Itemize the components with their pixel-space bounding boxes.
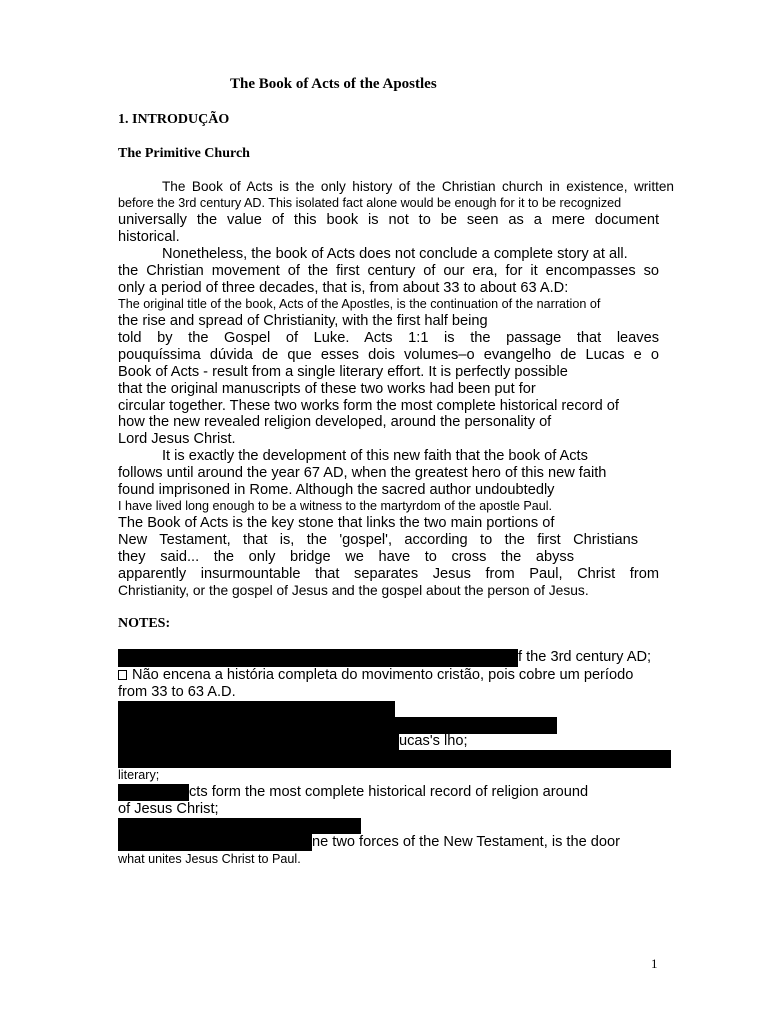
body-line: the Christian movement of the first century of our era, for it encompasses so [118, 263, 659, 279]
body-line: told by the Gospel of Luke. Acts 1:1 is the passage that leaves [118, 330, 659, 346]
redaction-bar [118, 834, 312, 851]
section-heading: 1. INTRODUÇÃO [118, 112, 230, 127]
note-line: cts form the most complete historical record of religion around [189, 784, 589, 800]
body-line: that the original manuscripts of these two works had been put for [118, 381, 536, 397]
redaction-bar [118, 750, 671, 768]
body-line: Christianity, or the gospel of Jesus and the gospel about the person of Jesus. [118, 583, 589, 598]
redaction-bar [118, 717, 557, 734]
document-title: The Book of Acts of the Apostles [230, 76, 437, 92]
body-line: It is exactly the development of this new faith that the book of Acts [162, 448, 588, 464]
body-line: before the 3rd century AD. This isolated fact alone would be enough for it to be recognized [118, 196, 622, 210]
body-line: found imprisoned in Rome. Although the sacred author undoubtedly [118, 482, 555, 498]
body-line: The original title of the book, Acts of the Apostles, is the continuation of the narration of [118, 297, 601, 311]
body-line: universally the value of this book is not to be seen as a mere document [118, 212, 659, 228]
body-line: follows until around the year 67 AD, when the greatest hero of this new faith [118, 465, 607, 481]
note-line: ne two forces of the New Testament, is the door [312, 834, 620, 850]
body-line: The Book of Acts is the key stone that links the two main portions of [118, 515, 555, 531]
bullet-box-icon [118, 670, 127, 680]
subheading: The Primitive Church [118, 146, 250, 161]
redaction-bar [118, 818, 361, 834]
body-line: apparently insurmountable that separates Jesus from Paul, Christ from [118, 566, 659, 582]
note-line: what unites Jesus Christ to Paul. [118, 852, 301, 866]
body-line: how the new revealed religion developed, around the personality of [118, 414, 552, 430]
body-line: New Testament, that is, the 'gospel', according to the first Christians [118, 532, 638, 548]
body-line: the rise and spread of Christianity, with the first half being [118, 313, 488, 329]
body-line: circular together. These two works form the most complete historical record of [118, 398, 619, 414]
note-line: f the 3rd century AD; [518, 649, 652, 665]
body-line: I have lived long enough to be a witness to the martyrdom of the apostle Paul. [118, 499, 553, 513]
body-line: Nonetheless, the book of Acts does not conclude a complete story at all. [162, 246, 628, 262]
body-line: Lord Jesus Christ. [118, 431, 236, 447]
notes-heading: NOTES: [118, 616, 171, 631]
redaction-bar [118, 784, 189, 801]
note-line-text: Não encena a história completa do movimento cristão, pois cobre um período [132, 667, 634, 683]
note-bullet-line [118, 667, 633, 684]
body-line: they said... the only bridge we have to cross the abyss [118, 549, 574, 565]
body-line: pouquíssima dúvida de que esses dois volumes–o evangelho de Lucas e o [118, 347, 659, 363]
page-number: 1 [651, 956, 658, 971]
note-line: literary; [118, 768, 160, 782]
redaction-bar [118, 733, 399, 750]
redaction-bar [118, 649, 518, 667]
note-line: of Jesus Christ; [118, 801, 219, 817]
redaction-bar [118, 701, 395, 718]
body-line: historical. [118, 229, 180, 245]
note-line: ucas's lho; [399, 733, 468, 749]
body-line: only a period of three decades, that is, from about 33 to about 63 A.D: [118, 280, 569, 296]
note-line: from 33 to 63 A.D. [118, 684, 236, 700]
body-line: The Book of Acts is the only history of the Christian church in existence, written [162, 179, 674, 194]
body-line: Book of Acts - result from a single literary effort. It is perfectly possible [118, 364, 568, 380]
